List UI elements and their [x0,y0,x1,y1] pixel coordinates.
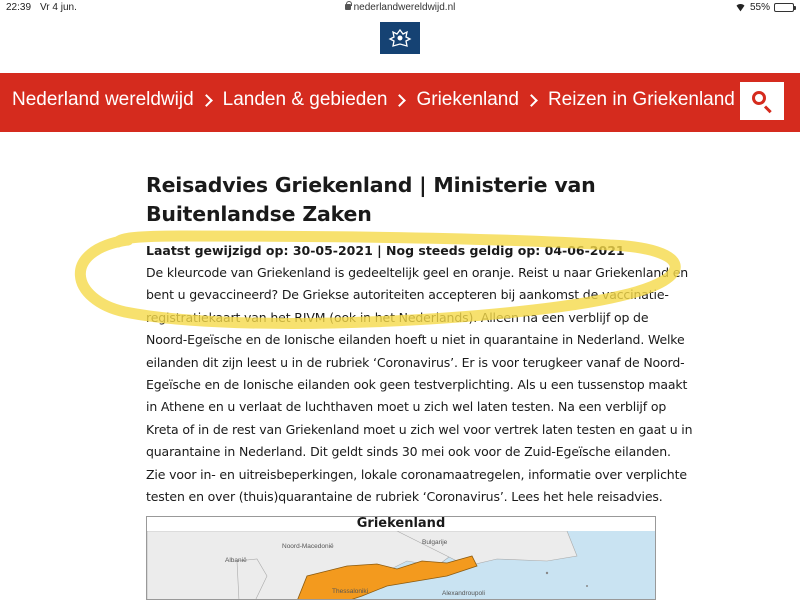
lock-icon [345,4,351,10]
summary-line: Zie voor in- en uitreisbeperkingen, lokale coronamaatregelen, informatie over verplichte [146,466,687,482]
summary-line: Noord-Egeïsche en de Ionische eilanden hoeft u niet in quarantaine in Nederland. Welke [146,332,685,348]
address-url: nederlandwereldwijd.nl [353,2,456,13]
search-icon-handle [764,105,772,113]
breadcrumb-item-griekenland[interactable]: Griekenland [416,89,519,110]
summary-line: testen en over (thuis)quarantaine de rubriek ‘Coronavirus’. Lees het hele reisadvies. [146,489,663,505]
summary-line: bent u gevaccineerd? De Griekse autoriteiten accepteren bij aankomst de vaccinatie- [146,287,669,303]
breadcrumb-item-nederland-wereldwijd[interactable]: Nederland wereldwijd [12,89,194,110]
last-modified-info: Laatst gewijzigd op: 30-05-2021 | Nog steeds geldig op: 04-06-2021 [146,243,625,258]
chevron-right-icon [525,94,538,107]
summary-line: De kleurcode van Griekenland is gedeeltelijk geel en oranje. Reist u naar Griekenland en [146,265,689,280]
map-label-thessaloniki: Thessaloniki [332,588,369,595]
summary-line: Kreta of in de rest van Griekenland moet u zich wel voor vertrek laten testen en gaat u in [146,421,693,437]
search-button[interactable] [740,82,784,120]
page-title: Reisadvies Griekenland | Ministerie van Buitenlandse Zaken [146,173,596,226]
rijksoverheid-logo[interactable] [380,22,420,54]
advice-summary [146,262,693,508]
map-label-bulgarije: Bulgarije [422,539,448,546]
status-time: 22:39 [6,2,32,13]
battery-percent: 55% [749,2,770,13]
chevron-right-icon [200,94,213,107]
chevron-right-icon [394,94,407,107]
status-indicators [735,2,794,13]
summary-line: Egeïsche en de Ionische eilanden ook geen testverplichting. Als u een tussenstop maakt [146,377,688,393]
address-bar[interactable] [0,2,800,13]
status-date: Vr 4 jun. [40,2,77,13]
map-graphic [147,531,656,600]
wifi-icon [735,4,746,12]
summary-line: in Athene en u verlaat de luchthaven moet u zich wel laten testen. Na een verblijf op [146,399,667,415]
status-bar [0,0,800,17]
map-label-alexandroupoli: Alexandroupoli [442,590,486,597]
breadcrumb [12,89,764,111]
search-icon [752,91,766,105]
summary-line: quarantaine in Nederland. Dit geldt sinds 30 mei ook voor de Zuid-Egeïsche eilanden. [146,444,671,460]
map-label-albanie: Albanië [225,557,247,564]
summary-line: registratiekaart van het RIVM (ook in het Nederlands). Alleen na een verblijf op de [146,309,649,325]
map-label-noord-macedonie: Noord-Macedonië [282,543,334,550]
summary-line: eilanden dit zijn leest u in de rubriek ‘Coronavirus’. Er is voor terugkeer vanaf de Noord- [146,354,685,370]
battery-icon [774,3,794,12]
logo-emblem-icon [388,28,412,48]
map-title: Griekenland [147,517,655,531]
breadcrumb-bar [0,73,800,132]
greece-color-code-map[interactable] [146,516,656,600]
breadcrumb-item-reizen-in-griekenland[interactable]: Reizen in Griekenland [547,89,735,110]
breadcrumb-item-landen-gebieden[interactable]: Landen & gebieden [222,89,388,110]
